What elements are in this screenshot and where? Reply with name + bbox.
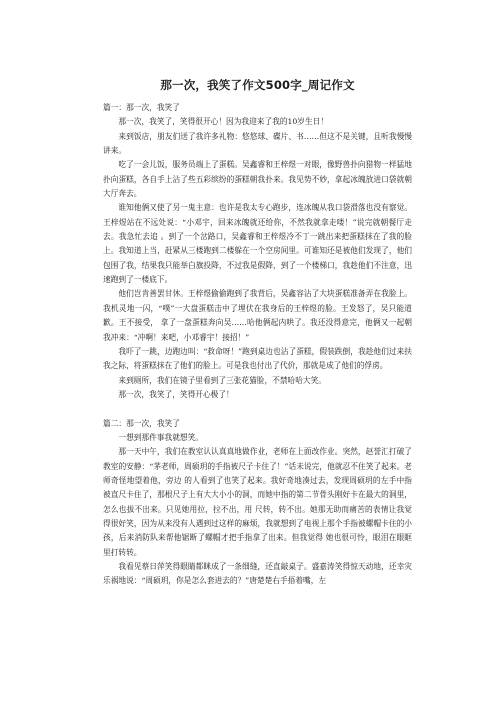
- article-heading: 篇一：那一次，我笑了: [103, 103, 180, 112]
- paragraph: 吃了一会儿饭，服务员端上了蛋糕。吴鑫睿和王梓煜一对眼，像野兽扑向猎物一样猛地扑向蛋糕，各自手上沾了些五彩缤纷的蛋糕朝我扑来。我见势不妙，拿起冰魄放进口袋就朝大厅奔去。: [103, 160, 412, 199]
- paragraph: 谁知他俩又使了另一鬼主意：也许是我太专心跑步，连冰魄从我口袋滑落也没有察觉。王梓煜站在不远处说：“小邓宇，回来冰魄就还给你，不然我就拿走喽！”说完就朝餐厅走去。我急忙去追 。到了一个岔路口，吴鑫睿和王梓煜冷不丁一跳出来把蛋糕抹在了我的脸上。我知道上当，赶紧从三楼跑到二楼躲在一个空房间里。可谁知还是被他们发现了，他们包围了我，结果我只能举白旗投降，不过我是假降，到了一个楼梯口，我趁他们不注意，迅速跑到了一楼底下。: [103, 203, 412, 285]
- article-heading: 篇二：那一次，我笑了: [103, 418, 180, 428]
- paragraph: 那一次，我笑了，笑得很开心！因为我迎来了我的10岁生日！: [118, 117, 329, 127]
- paragraph: 那一次，我笑了，笑得开心极了！: [118, 389, 234, 399]
- paragraph: 我看见蔡日萍笑得眼睛都眯成了一条细缝，还直敲桌子。盛嘉涛笑得惊天动地，还幸灾乐祸地说：“周硕玥，你是怎么套进去的？”唐楚楚右手捂着嘴，左: [103, 562, 412, 586]
- paragraph: 来到饭店，朋友们送了我许多礼物：悠悠球、碟片、书……但这不是关键，且听我慢慢讲来。: [103, 131, 412, 156]
- section-gap: [103, 402, 412, 416]
- paragraph: 一想到那件事我就想笑。: [118, 432, 203, 442]
- paragraph: 他们岂肯善罢甘休。王梓煜偷偷跑到了我背后，吴鑫容沾了大块蛋糕准备弄在我脸上。我机灵地一闪，“噗”一大盘蛋糕击中了埋伏在我身后的王梓煜的脸。王发怒了，吴只能道歉。王不接受， 拿了一盘蛋糕奔向吴……哈他俩起内哄了。我还没得意完，他俩又一起朝我冲来：“冲啊！来吧，小邓睿宇！接招！”: [103, 289, 412, 342]
- paragraph: 来到厕所，我们在镜子里看到了三张花猫脸，不禁哈哈大笑。: [118, 375, 326, 385]
- document-title: 那一次，我笑了作文500字_周记作文: [160, 78, 355, 92]
- paragraph: 我吓了一跳，边跑边叫：“救命呀！”跑到桌边也沾了蛋糕，假装跌倒，我趁他们过来扶我之际，将蛋糕抹在了他们的脸上。可是我也付出了代价，那就是成了他们的俘虏。: [103, 346, 412, 371]
- document-body: [103, 101, 412, 589]
- paragraph: 那一天中午，我们在教室认认真真地做作业，老师在上面改作业。突然，赵誉汇打破了教室的安静：“茅老师，周硕玥的手指被尺子卡住了！”话未说完，他就忍不住笑了起来。老师奇怪地望着他，旁边 的人看到了也笑了起来。我好奇地凑过去，发现周硕玥的左手中指被直尺卡住了，那根尺子上有大大小小的洞，而她中指的第二节骨头刚好卡在最大的洞里，怎么也拔不出来。只见她用拉，拉不出，用 尺转，转不出。她那无助而痛苦的表情让我觉得很好笑，因为从来没有人遇到过这样的麻烦，我就想到了电视上那个手指被螺帽卡住的小孩，后来消防队来帮他锯断了螺帽才把手指拿了出来。但我觉得 她也很可怜，眼泪在眼眶里打转转。: [103, 447, 412, 557]
